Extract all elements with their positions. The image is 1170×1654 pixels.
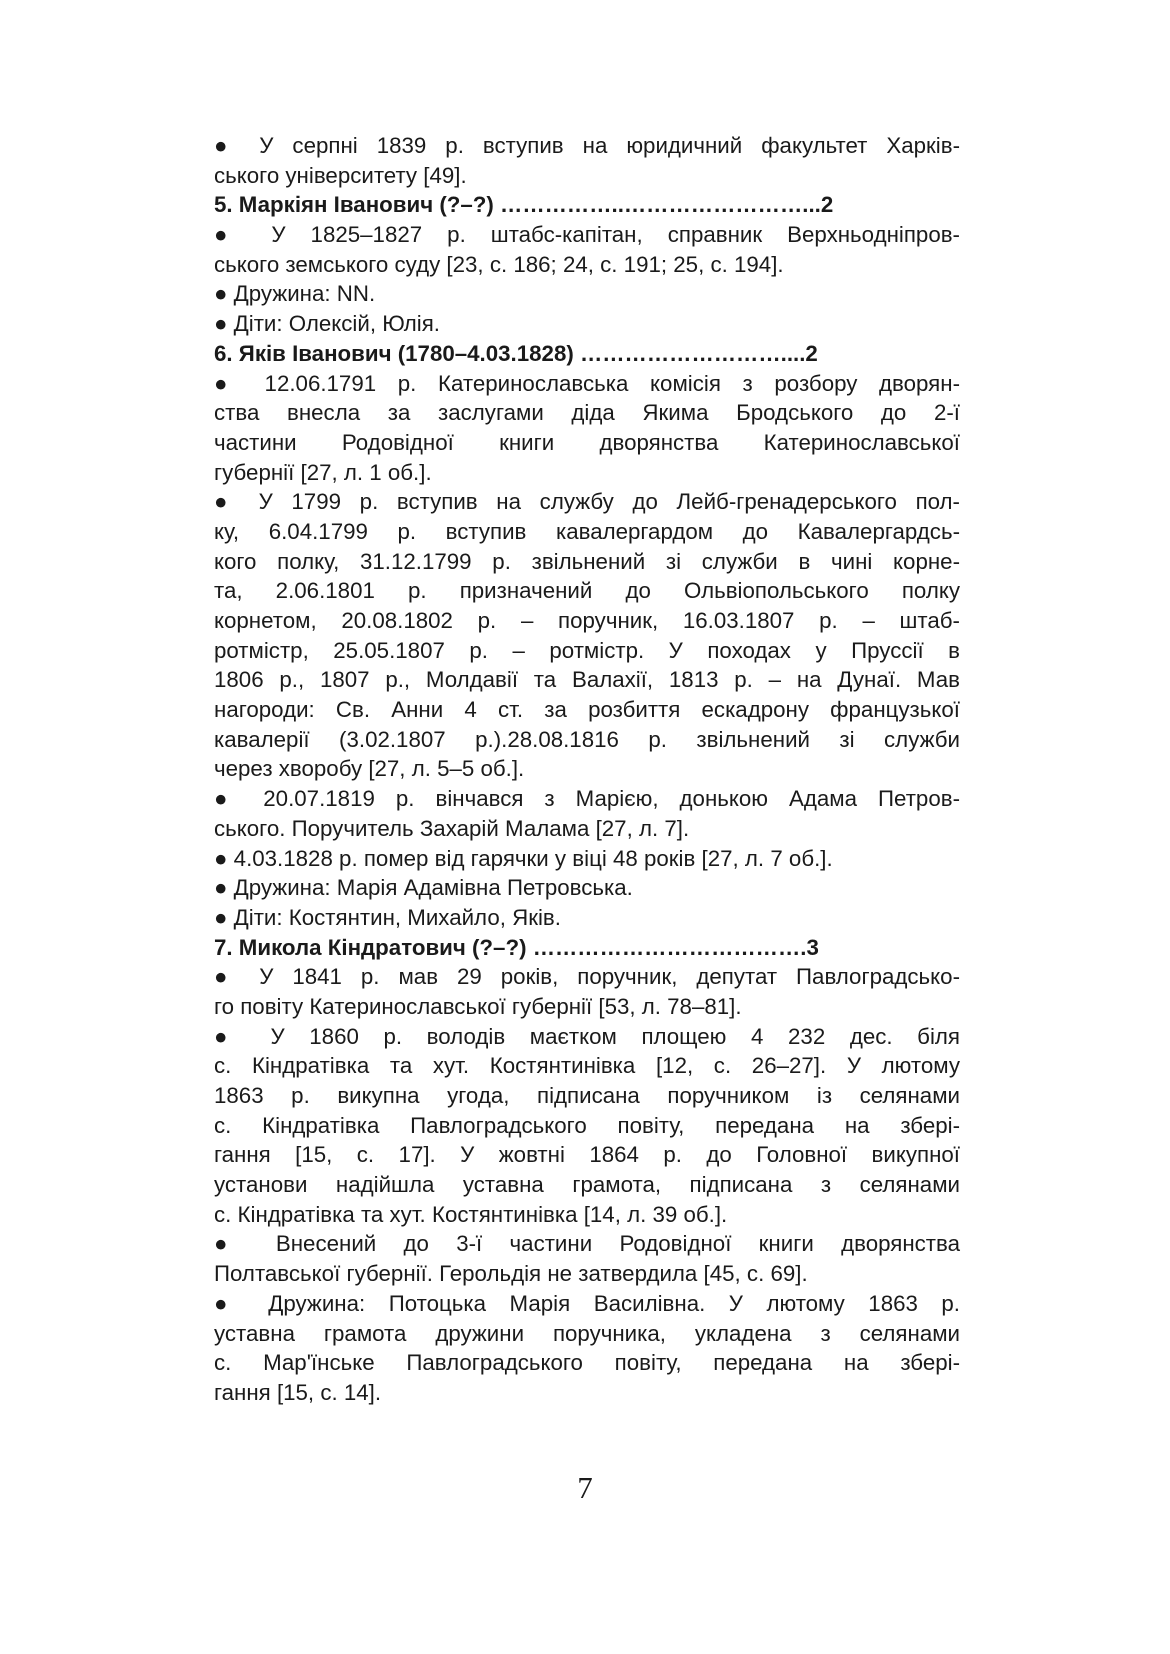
text-line: уставна грамота дружини поручника, укладена з селянами [214,1320,960,1346]
text-line: ● У 1799 р. вступив на службу до Лейб-гренадерського пол- [214,489,960,515]
entry-heading: 6. Яків Іванович (1780–4.03.1828) ………………………....2 [214,340,818,366]
text-line: ● 20.07.1819 р. вінчався з Марією, донькою Адама Петров- [214,786,960,812]
text-line: ● 4.03.1828 р. помер від гарячки у віці 48 років [27, л. 7 об.]. [214,845,833,871]
text-line: нагороди: Св. Анни 4 ст. за розбиття ескадрону французької [214,697,960,723]
page-body [214,131,960,1408]
entry-heading: 5. Маркіян Іванович (?–?) ……………..……………………...2 [214,192,834,218]
text-line: ● У 1860 р. володів маєтком площею 4 232 дес. біля [214,1023,960,1049]
text-line: ського земського суду [23, с. 186; 24, с. 191; 25, с. 194]. [214,251,784,277]
text-line: гання [15, с. 14]. [214,1379,382,1405]
text-line: 1806 р., 1807 р., Молдавії та Валахії, 1813 р. – на Дунаї. Мав [214,667,960,693]
text-line: через хворобу [27, л. 5–5 об.]. [214,756,525,782]
page-number: 7 [577,1470,593,1505]
text-line: ● Внесений до 3-ї частини Родовідної книги дворянства [214,1231,960,1257]
text-line: ● 12.06.1791 р. Катеринославська комісія з розбору дворян- [214,370,960,396]
text-line: губернії [27, л. 1 об.]. [214,459,432,485]
text-line: ського. Поручитель Захарій Малама [27, л. 7]. [214,815,690,841]
text-line: кавалерії (3.02.1807 р.).28.08.1816 р. звільнений зі служби [214,726,960,752]
children-line: ● Діти: Олексій, Юлія. [214,311,440,337]
text-line: ства внесла за заслугами діда Якима Бродського до 2-ї [214,400,960,426]
text-line: ського університету [49]. [214,162,467,188]
text-line: частини Родовідної книги дворянства Катеринославської [214,429,960,455]
text-line: ● Дружина: Потоцька Марія Василівна. У лютому 1863 р. [214,1290,960,1316]
text-line: Полтавської губернії. Герольдія не затвердила [45, с. 69]. [214,1261,808,1287]
entry-4-tail [214,131,960,190]
text-line: ку, 6.04.1799 р. вступив кавалергардом до Кавалергардсь- [214,518,960,544]
entry-6 [214,339,960,933]
text-line: ротмістр, 25.05.1807 р. – ротмістр. У походах у Пруссії в [214,637,960,663]
text-line: кого полку, 31.12.1799 р. звільнений зі служби в чині корне- [214,548,960,574]
text-line: ● У 1825–1827 р. штабс-капітан, справник Верхньодніпров- [214,222,960,248]
text-line: ● У серпні 1839 р. вступив на юридичний факультет Харків- [214,133,960,158]
text-line: гання [15, с. 17]. У жовтні 1864 р. до Головної викупної [214,1142,960,1168]
entry-5 [214,190,960,338]
text-line: с. Кіндратівка та хут. Костянтинівка [14, л. 39 об.]. [214,1201,728,1227]
text-line: 1863 р. викупна угода, підписана поручником із селянами [214,1083,960,1108]
text-line: корнетом, 20.08.1802 р. – поручник, 16.03.1807 р. – штаб- [214,608,960,633]
text-line: с. Кіндратівка Павлоградського повіту, передана на зберi- [214,1112,960,1138]
entry-heading: 7. Микола Кіндратович (?–?) ……………………………….3 [214,934,819,960]
text-line: с. Мар'їнське Павлоградського повіту, передана на зберi- [214,1350,960,1376]
text-line: та, 2.06.1801 р. призначений до Ольвіопольського полку [214,578,960,604]
text-line: ● У 1841 р. мав 29 років, поручник, депутат Павлоградсько- [214,964,960,990]
children-line: ● Діти: Костянтин, Михайло, Яків. [214,904,561,930]
text-line: установи надійшла уставна грамота, підписана з селянами [214,1172,960,1198]
text-line: с. Кіндратівка та хут. Костянтинівка [12, с. 26–27]. У лютому [214,1053,960,1079]
spouse-line: ● Дружина: NN. [214,281,376,307]
entry-7 [214,933,960,1408]
text-line: го повіту Катеринославської губернії [53, л. 78–81]. [214,993,742,1019]
spouse-line: ● Дружина: Марія Адамівна Петровська. [214,875,633,901]
